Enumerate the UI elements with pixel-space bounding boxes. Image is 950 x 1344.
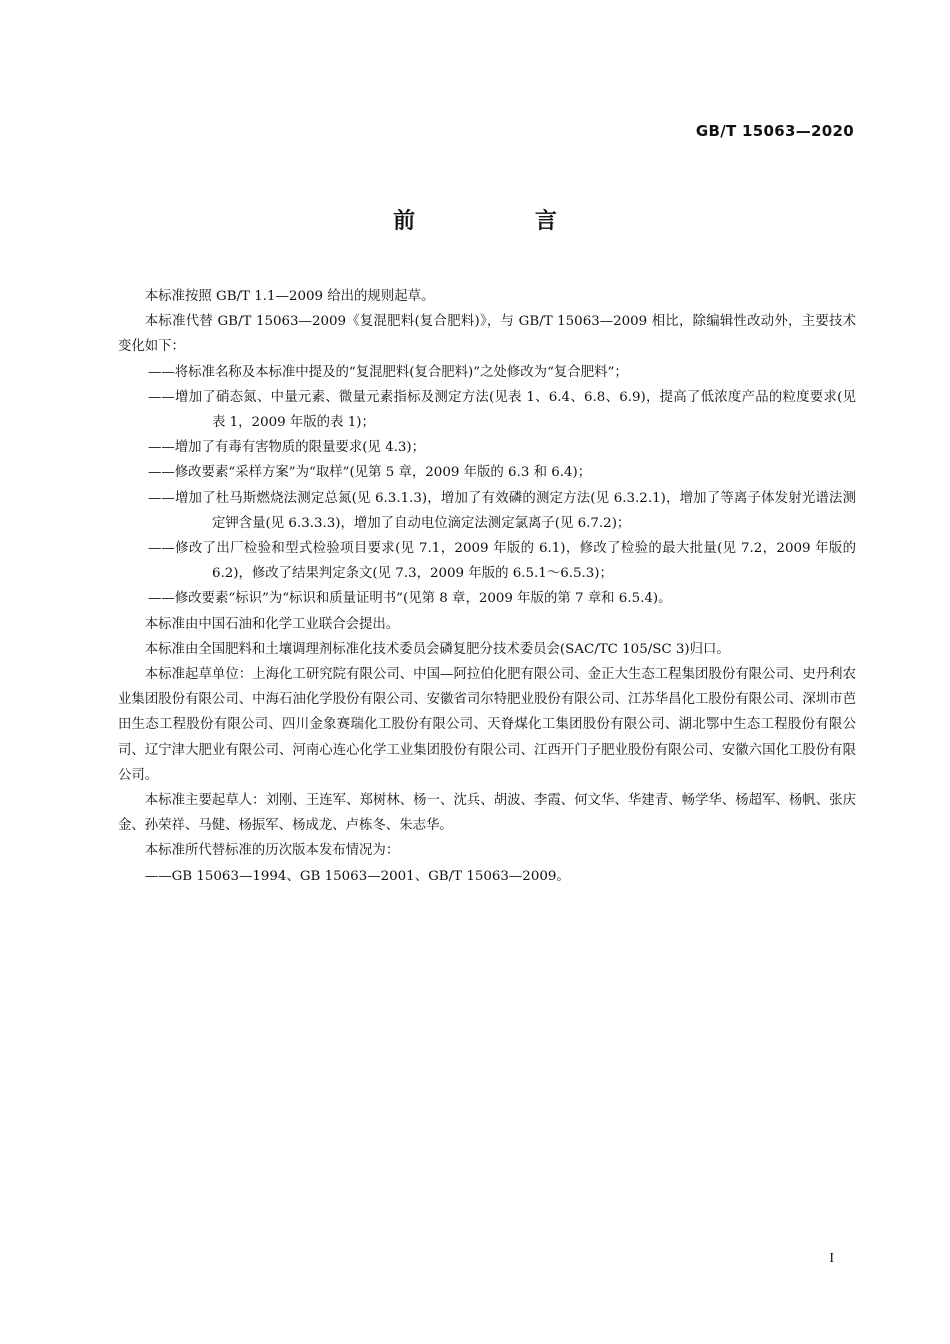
foreword-body [118,284,856,889]
change-item: ——增加了硝态氮、中量元素、微量元素指标及测定方法(见表 1、6.4、6.8、6.9)，提高了低浓度产品的粒度要求(见表 1，2009 年版的表 1)； [148,389,856,431]
change-item: ——增加了有毒有害物质的限量要求(见 4.3)； [148,440,426,456]
change-item: ——将标准名称及本标准中提及的“复混肥料(复合肥料)”之处修改为“复合肥料”； [148,364,628,380]
paragraph-history-intro: 本标准所代替标准的历次版本发布情况为： [144,843,400,859]
change-item: ——修改要素“采样方案”为“取样”(见第 5 章，2009 年版的 6.3 和 6.4)； [148,465,592,481]
change-item: ——修改了出厂检验和型式检验项目要求(见 7.1，2009 年版的 6.1)，修改了检验的最大批量(见 7.2，2009 年版的 6.2)，修改了结果判定条文(见 7.3，2009 年版的 6.5.1～6.5.3)； [148,541,856,582]
paragraph-proposer: 本标准由中国石油和化学工业联合会提出。 [144,616,400,632]
paragraph-drafters: 本标准主要起草人：刘刚、王连军、郑树林、杨一、沈兵、胡波、李霞、何文华、华建青、畅学华、杨超军、杨帆、张庆金、孙荣祥、马健、杨振军、杨成龙、卢栋冬、朱志华。 [118,793,856,834]
paragraph-replacement: 本标准代替 GB/T 15063—2009《复混肥料(复合肥料)》，与 GB/T 15063—2009 相比，除编辑性改动外，主要技术变化如下： [118,314,856,355]
standard-code: GB/T 15063—2020 [695,122,854,140]
change-item: ——增加了杜马斯燃烧法测定总氮(见 6.3.1.3)，增加了有效磷的测定方法(见 6.3.2.1)，增加了等离子体发射光谱法测定钾含量(见 6.3.3.3)，增加了自动电位滴定法测定氯离子(见 6.7.2)； [148,490,856,531]
page-title: 前 言 [393,209,613,234]
paragraph-drafting-units: 本标准起草单位：上海化工研究院有限公司、中国—阿拉伯化肥有限公司、金正大生态工程集团股份有限公司、史丹利农业集团股份有限公司、中海石油化学股份有限公司、安徽省司尔特肥业股份有限公司、江苏华昌化工股份有限公司、深圳市芭田生态工程股份有限公司、四川金象赛瑞化工股份有限公司、天脊煤化工集团股份有限公司、湖北鄂中生态工程股份有限公司、辽宁津大肥业有限公司、河南心连心化学工业集团股份有限公司、江西开门子肥业股份有限公司、安徽六国化工股份有限公司。 [118,667,856,783]
paragraph-history-list: ——GB 15063—1994、GB 15063—2001、GB/T 15063—2009。 [144,868,570,884]
paragraph-drafting-rules: 本标准按照 GB/T 1.1—2009 给出的规则起草。 [144,289,435,304]
page-number: I [829,1251,834,1266]
paragraph-committee: 本标准由全国肥料和土壤调理剂标准化技术委员会磷复肥分技术委员会(SAC/TC 105/SC 3)归口。 [144,641,730,657]
change-item: ——修改要素“标识”为“标识和质量证明书”(见第 8 章，2009 年版的第 7 章和 6.5.4)。 [148,591,672,607]
